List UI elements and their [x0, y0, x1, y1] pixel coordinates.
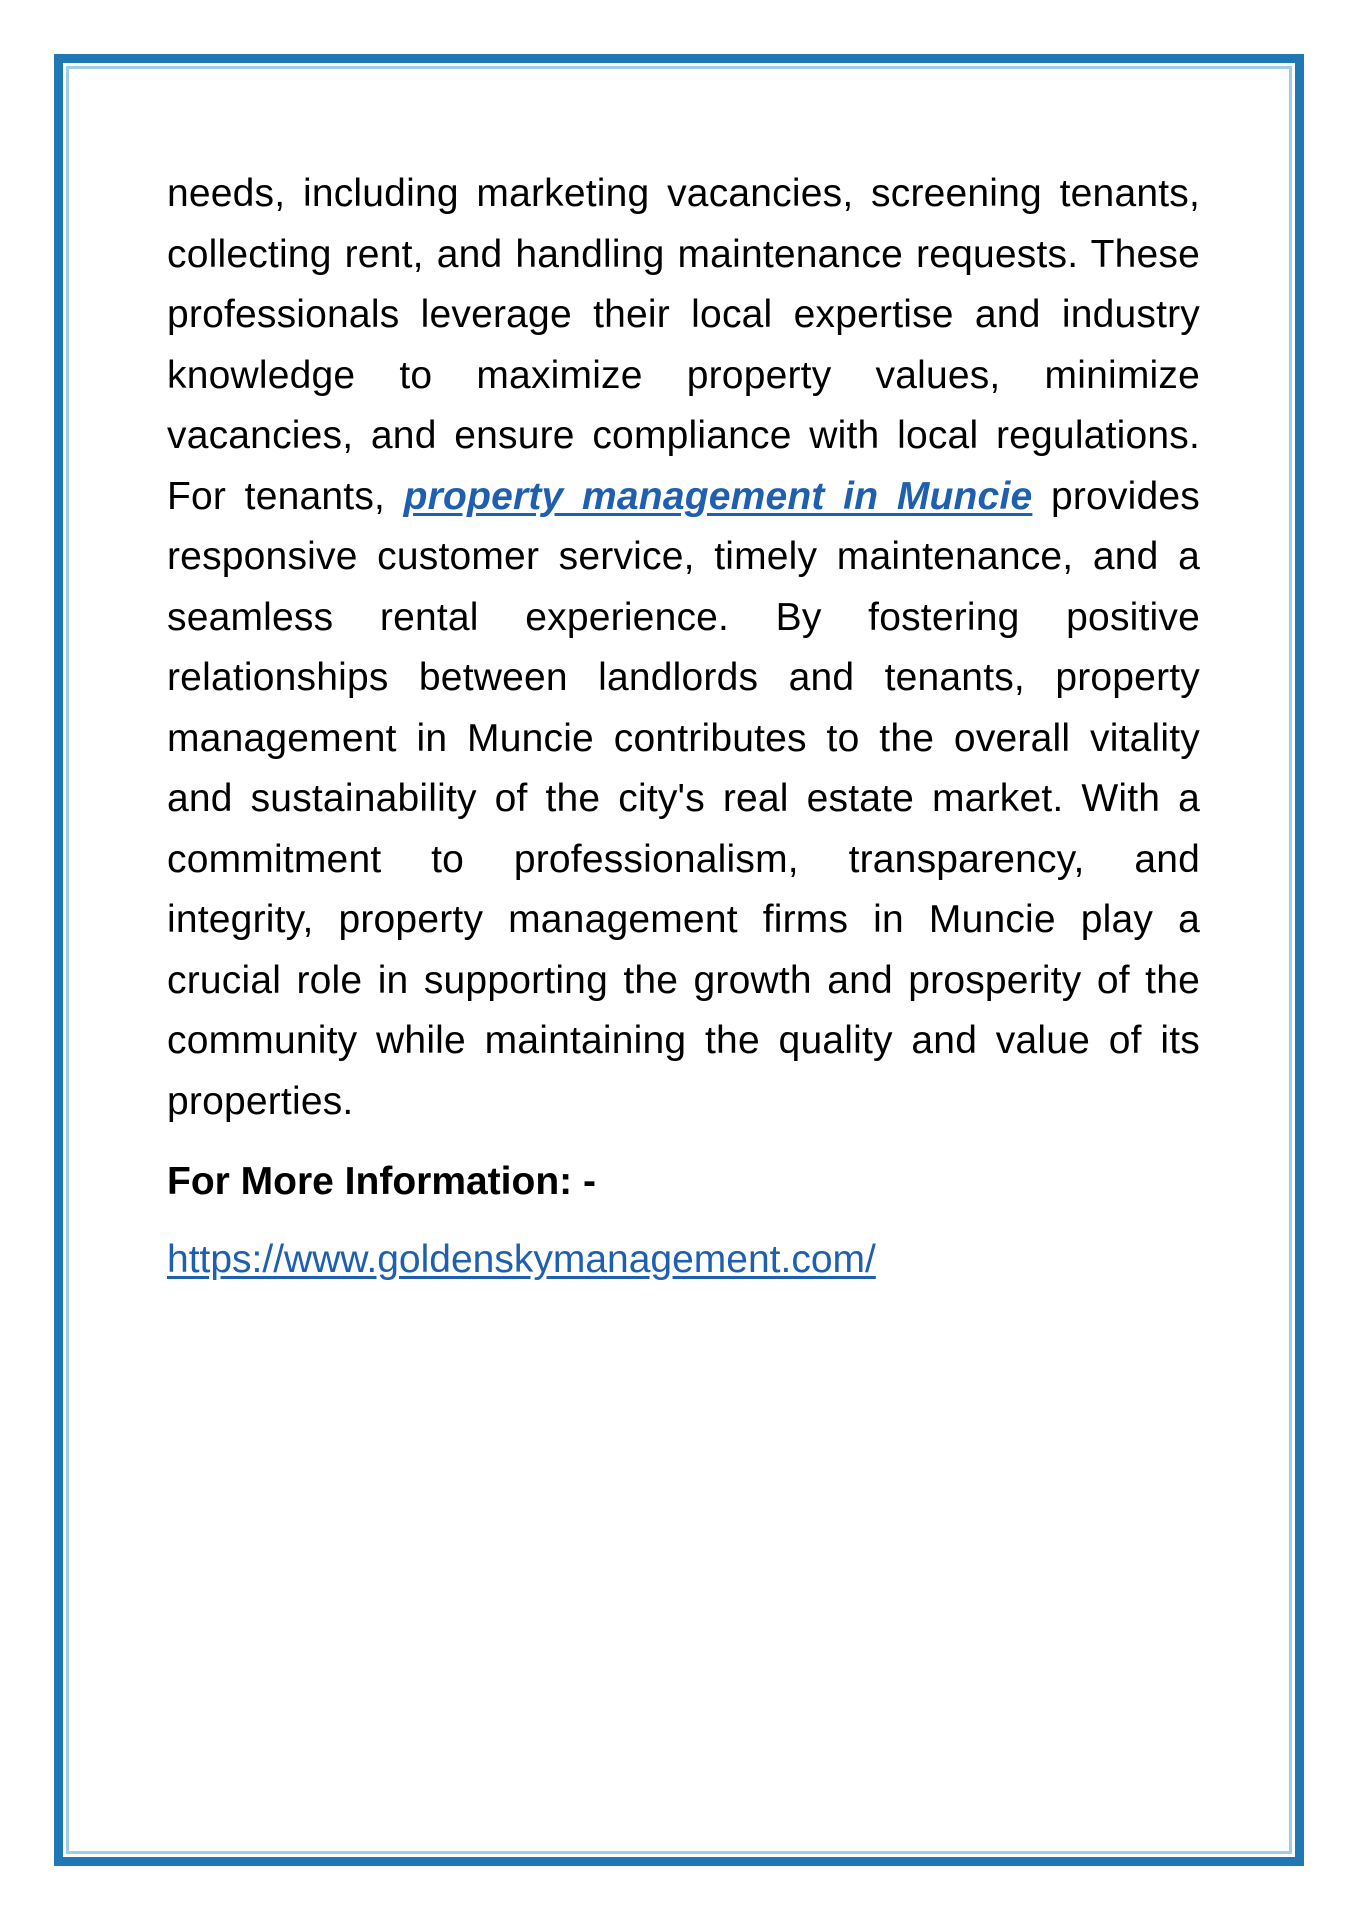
paragraph-text-part1: needs, including marketing vacancies, screening tenants, collecting rent, and handling maintenance requests. These professionals leverage their local expertise and industry knowledge to maximize property values, minimize vacancies, and ensure compliance with local regulations. For tenants, — [167, 172, 1200, 518]
info-heading: For More Information: - — [167, 1160, 596, 1203]
body-paragraph — [167, 164, 1200, 1132]
paragraph-text-part2: provides responsive customer service, timely maintenance, and a seamless rental experience. By fostering positive relationships between landlords and tenants, property management in Muncie contributes to the overall vitality and sustainability of the city's real estate market. With a commitment to professionalism, transparency, and integrity, property management firms in Muncie play a crucial role in supporting the growth and prosperity of the community while maintaining the quality and value of its properties. — [167, 474, 1200, 1123]
document-content — [167, 164, 1200, 1288]
property-management-link[interactable]: property management in Muncie — [403, 474, 1033, 518]
website-link[interactable]: https://www.goldenskymanagement.com/ — [167, 1238, 876, 1281]
